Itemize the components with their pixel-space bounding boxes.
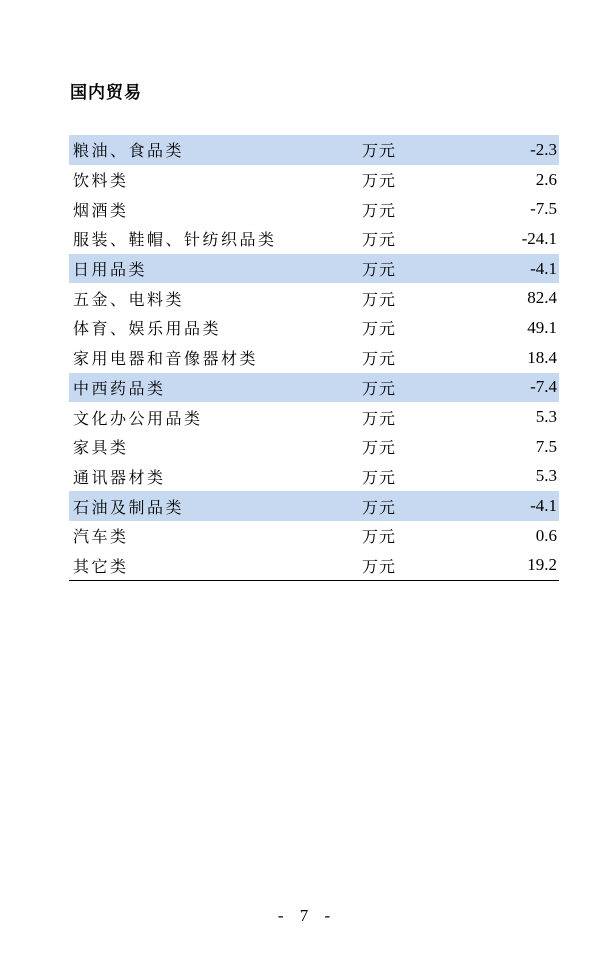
- row-name: 饮料类: [73, 171, 129, 191]
- row-unit: 万元: [362, 527, 397, 547]
- row-value: -2.3: [530, 139, 557, 159]
- row-unit: 万元: [362, 438, 397, 458]
- table-row: [69, 551, 559, 581]
- table-row: [69, 135, 559, 165]
- row-value: -7.4: [530, 377, 557, 397]
- row-unit: 万元: [362, 378, 397, 398]
- row-value: 49.1: [527, 317, 557, 337]
- row-value: -4.1: [530, 496, 557, 516]
- row-name: 其它类: [73, 556, 129, 576]
- row-name: 文化办公用品类: [73, 408, 203, 428]
- row-value: 19.2: [527, 555, 557, 575]
- row-value: -7.5: [530, 199, 557, 219]
- table-row: [69, 343, 559, 373]
- row-value: 5.3: [535, 466, 557, 486]
- row-name: 体育、娱乐用品类: [73, 319, 222, 339]
- row-unit: 万元: [362, 467, 397, 487]
- row-name: 汽车类: [73, 527, 129, 547]
- row-name: 五金、电料类: [73, 289, 185, 309]
- row-unit: 万元: [362, 349, 397, 369]
- row-value: 18.4: [527, 347, 557, 367]
- row-name: 烟酒类: [73, 200, 129, 220]
- row-unit: 万元: [362, 141, 397, 161]
- row-name: 服装、鞋帽、针纺织品类: [73, 230, 277, 250]
- table-row: [69, 373, 559, 403]
- row-value: 2.6: [535, 169, 557, 189]
- row-value: -4.1: [530, 258, 557, 278]
- row-unit: 万元: [362, 556, 397, 576]
- row-name: 家用电器和音像器材类: [73, 349, 259, 369]
- row-name: 石油及制品类: [73, 497, 185, 517]
- row-name: 日用品类: [73, 260, 148, 280]
- row-name: 家具类: [73, 438, 129, 458]
- row-name: 中西药品类: [73, 378, 166, 398]
- table-row: [69, 224, 559, 254]
- row-value: 82.4: [527, 288, 557, 308]
- row-unit: 万元: [362, 289, 397, 309]
- table-row: [69, 194, 559, 224]
- row-name: 粮油、食品类: [73, 141, 185, 161]
- table-row: [69, 491, 559, 521]
- row-unit: 万元: [362, 230, 397, 250]
- table-row: [69, 462, 559, 492]
- row-unit: 万元: [362, 408, 397, 428]
- row-value: -24.1: [521, 228, 557, 248]
- table-row: [69, 402, 559, 432]
- row-value: 7.5: [535, 436, 557, 456]
- row-unit: 万元: [362, 319, 397, 339]
- row-value: 5.3: [535, 407, 557, 427]
- page-number: - 7 -: [277, 906, 337, 925]
- table-row: [69, 313, 559, 343]
- table-row: [69, 432, 559, 462]
- data-table: [69, 135, 559, 581]
- table-row: [69, 521, 559, 551]
- row-name: 通讯器材类: [73, 467, 166, 487]
- table-row: [69, 165, 559, 195]
- row-unit: 万元: [362, 497, 397, 517]
- row-unit: 万元: [362, 260, 397, 280]
- table-row: [69, 254, 559, 284]
- section-heading: 国内贸易: [70, 83, 142, 103]
- table-row: [69, 283, 559, 313]
- row-unit: 万元: [362, 171, 397, 191]
- row-value: 0.6: [535, 525, 557, 545]
- row-unit: 万元: [362, 200, 397, 220]
